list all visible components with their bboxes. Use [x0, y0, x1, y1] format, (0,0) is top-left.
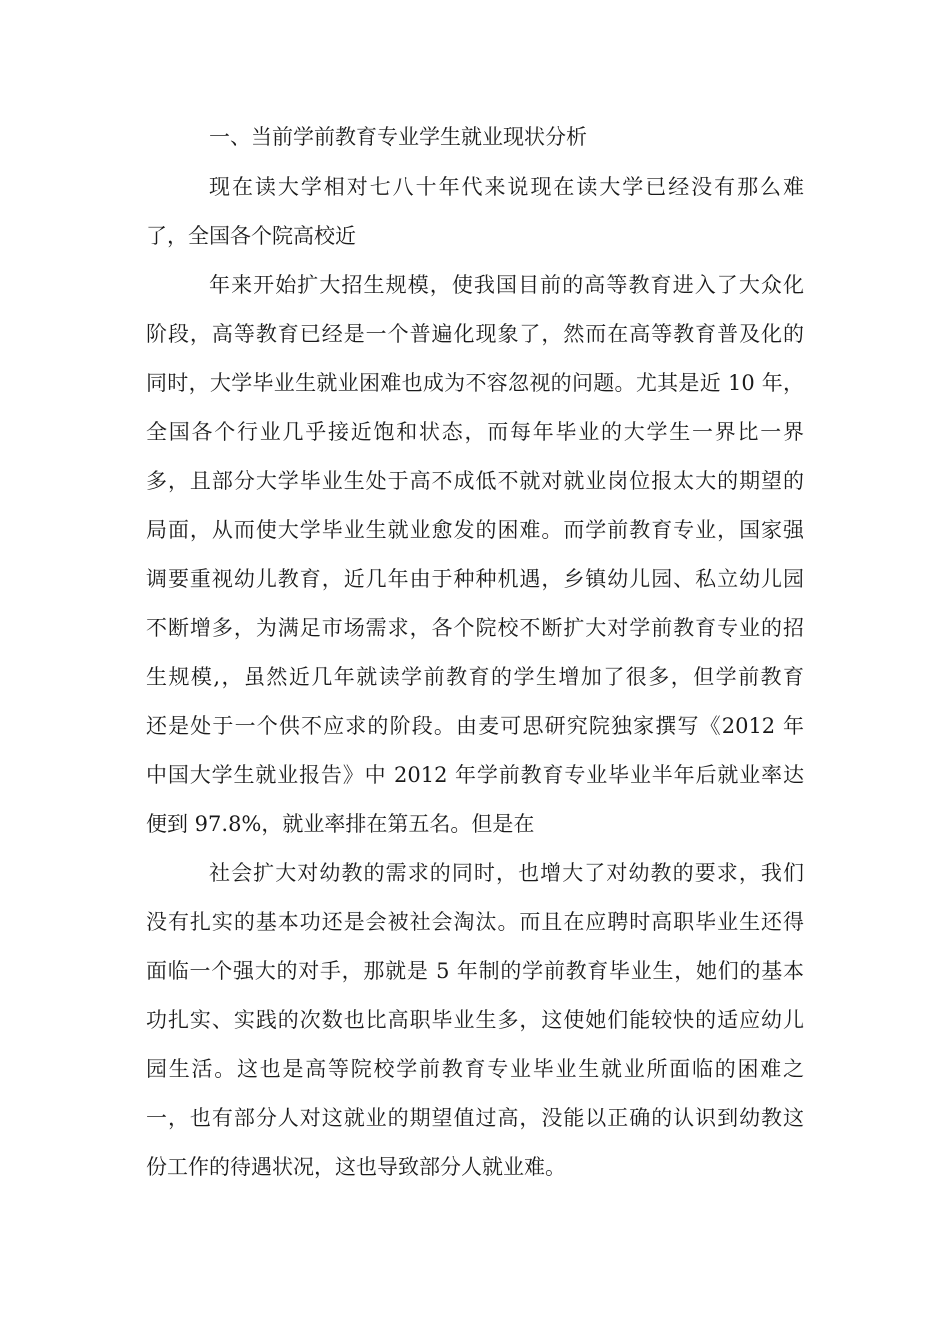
- paragraph-2-line-5: 多，且部分大学毕业生处于高不成低不就对就业岗位报太大的期望的: [146, 469, 804, 493]
- paragraph-3-line-1: 社会扩大对幼教的需求的同时，也增大了对幼教的要求，我们: [209, 861, 804, 885]
- paragraph-3-line-5: 园生活。这也是高等院校学前教育专业毕业生就业所面临的困难之: [146, 1057, 804, 1081]
- paragraph-3-line-3: 面临一个强大的对手，那就是 5 年制的学前教育毕业生，她们的基本: [146, 959, 804, 983]
- paragraph-2-line-7: 调要重视幼儿教育，近几年由于种种机遇，乡镇幼儿园、私立幼儿园: [146, 567, 804, 591]
- paragraph-2-line-3: 同时，大学毕业生就业困难也成为不容忽视的问题。尤其是近 10 年，: [146, 371, 804, 395]
- section-heading: 一、当前学前教育专业学生就业现状分析: [209, 125, 587, 149]
- paragraph-1-line-2: 了，全国各个院高校近: [146, 224, 356, 248]
- paragraph-1-line-1: 现在读大学相对七八十年代来说现在读大学已经没有那么难: [209, 175, 804, 199]
- paragraph-2-line-1: 年来开始扩大招生规模，使我国目前的高等教育进入了大众化: [209, 273, 804, 297]
- paragraph-3-line-4: 功扎实、实践的次数也比高职毕业生多，这使她们能较快的适应幼儿: [146, 1008, 804, 1032]
- paragraph-2-line-4: 全国各个行业几乎接近饱和状态，而每年毕业的大学生一界比一界: [146, 420, 804, 444]
- paragraph-3-line-6: 一，也有部分人对这就业的期望值过高，没能以正确的认识到幼教这: [146, 1106, 804, 1130]
- paragraph-2-line-8: 不断增多，为满足市场需求，各个院校不断扩大对学前教育专业的招: [146, 616, 804, 640]
- paragraph-3-line-2: 没有扎实的基本功还是会被社会淘汰。而且在应聘时高职毕业生还得: [146, 910, 804, 934]
- paragraph-2-line-10: 还是处于一个供不应求的阶段。由麦可思研究院独家撰写《2012 年: [146, 714, 804, 738]
- paragraph-2-line-11: 中国大学生就业报告》中 2012 年学前教育专业毕业半年后就业率达: [146, 763, 804, 787]
- paragraph-2-line-12: 便到 97.8%，就业率排在第五名。但是在: [146, 812, 535, 836]
- paragraph-2-line-9: 生规模,，虽然近几年就读学前教育的学生增加了很多，但学前教育: [146, 665, 804, 689]
- paragraph-3-line-7: 份工作的待遇状况，这也导致部分人就业难。: [146, 1155, 566, 1179]
- paragraph-2-line-2: 阶段，高等教育已经是一个普遍化现象了，然而在高等教育普及化的: [146, 322, 804, 346]
- paragraph-2-line-6: 局面，从而使大学毕业生就业愈发的困难。而学前教育专业，国家强: [146, 518, 804, 542]
